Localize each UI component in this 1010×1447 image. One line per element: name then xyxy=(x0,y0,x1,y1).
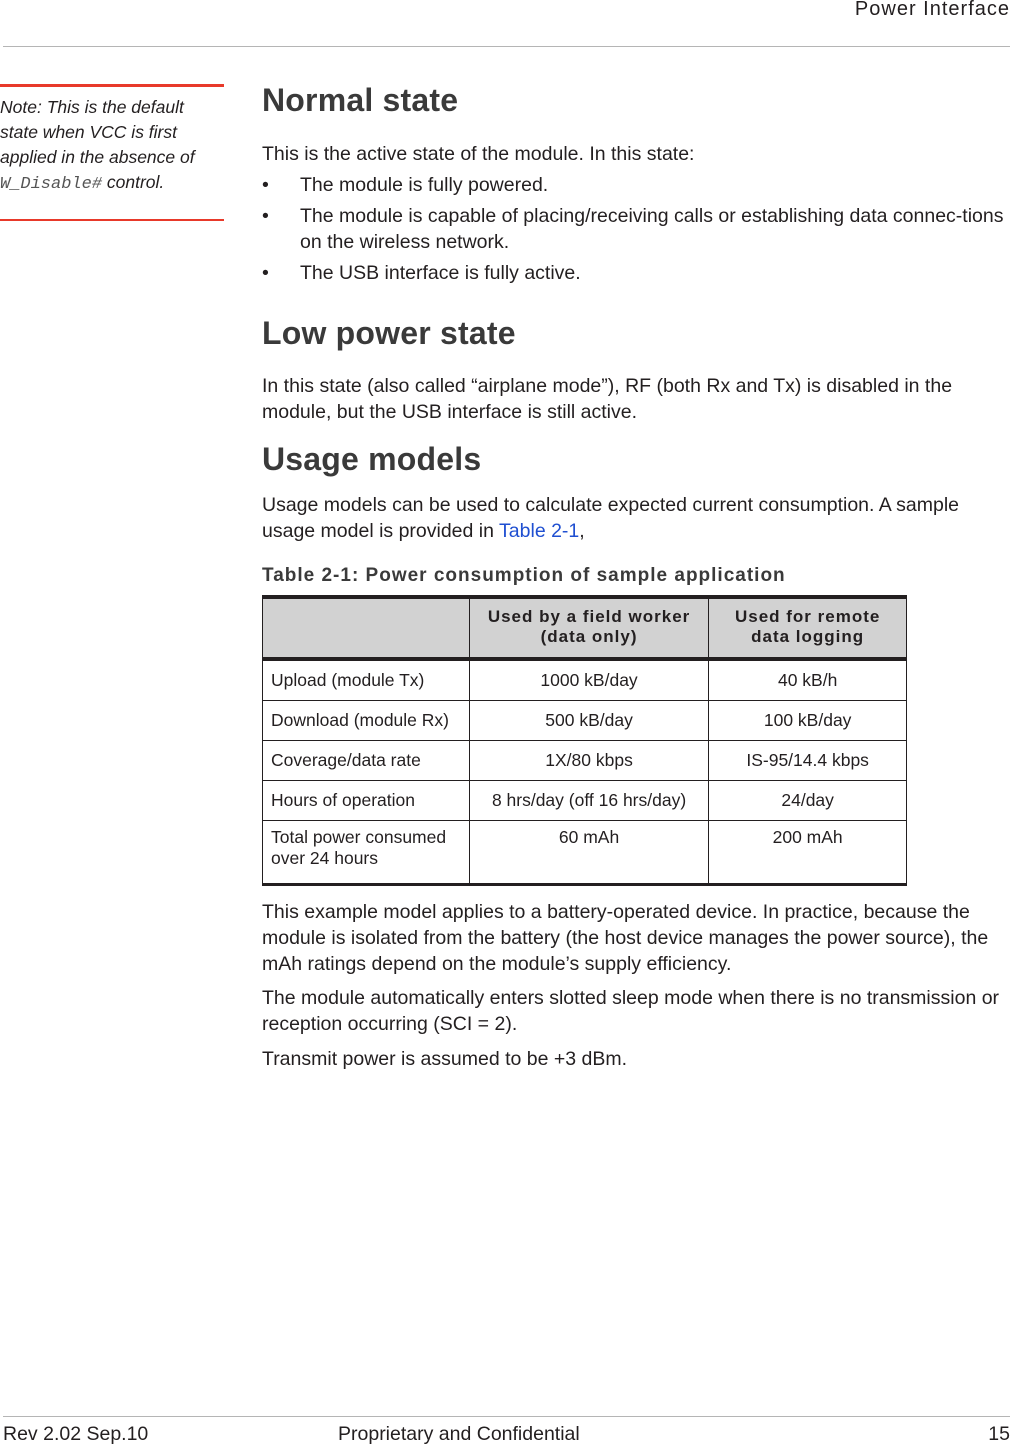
table-row: Coverage/data rate 1X/80 kbps IS-95/14.4 kbps xyxy=(263,741,907,781)
table-row: Upload (module Tx) 1000 kB/day 40 kB/h xyxy=(263,659,907,701)
power-consumption-table xyxy=(262,595,907,886)
table-caption: Table 2-1: Power consumption of sample application xyxy=(262,565,786,586)
footer-revision: Rev 2.02 Sep.10 xyxy=(3,1423,149,1445)
footer-confidential: Proprietary and Confidential xyxy=(338,1423,580,1445)
normal-state-bullets xyxy=(262,172,1010,291)
note-text-suffix: control. xyxy=(102,172,165,192)
bullet-icon: • xyxy=(262,262,269,284)
header-divider xyxy=(3,46,1010,47)
table-header-remote-logging: Used for remote data logging xyxy=(709,597,907,659)
paragraph-battery-model: This example model applies to a battery-operated device. In practice, because the module is isolated from the battery (the host device manages the power source), the mAh ratings depend on the module’s supply efficiency. xyxy=(262,901,989,975)
heading-usage-models: Usage models xyxy=(262,441,482,477)
note-code: W_Disable# xyxy=(0,175,103,194)
note-text-prefix: Note: This is the default state when VCC is first applied in the absence of xyxy=(0,97,195,167)
running-header: Power Interface xyxy=(854,0,1010,20)
table-row: Download (module Rx) 500 kB/day 100 kB/day xyxy=(263,701,907,741)
bullet-icon: • xyxy=(262,174,269,196)
footer-divider xyxy=(3,1416,1010,1417)
list-item: • The module is capable of placing/receiving calls or establishing data connec-tions on the wireless network. xyxy=(262,205,1004,253)
paragraph-transmit-power: Transmit power is assumed to be +3 dBm. xyxy=(262,1048,628,1070)
table-header-empty xyxy=(263,597,470,659)
table-row: Total power consumed over 24 hours 60 mAh 200 mAh xyxy=(263,821,907,885)
list-item: • The module is fully powered. xyxy=(262,174,549,196)
table-header-field-worker: Used by a field worker (data only) xyxy=(469,597,709,659)
heading-low-power-state: Low power state xyxy=(262,315,516,351)
page-number: 15 xyxy=(988,1423,1010,1445)
low-power-state-body: In this state (also called “airplane mode”), RF (both Rx and Tx) is disabled in the module, but the USB interface is still active. xyxy=(262,375,953,423)
side-note xyxy=(0,84,224,221)
bullet-icon: • xyxy=(262,205,269,227)
table-link[interactable]: Table 2-1 xyxy=(499,520,580,542)
paragraph-sleep-mode: The module automatically enters slotted sleep mode when there is no transmission or reception occurring (SCI = 2). xyxy=(262,987,1000,1035)
usage-models-body: Usage models can be used to calculate expected current consumption. A sample usage model is provided in Table 2-1, xyxy=(262,494,959,542)
normal-state-intro: This is the active state of the module. In this state: xyxy=(262,143,695,165)
list-item: • The USB interface is fully active. xyxy=(262,262,581,284)
table-row: Hours of operation 8 hrs/day (off 16 hrs/day) 24/day xyxy=(263,781,907,821)
heading-normal-state: Normal state xyxy=(262,82,459,118)
